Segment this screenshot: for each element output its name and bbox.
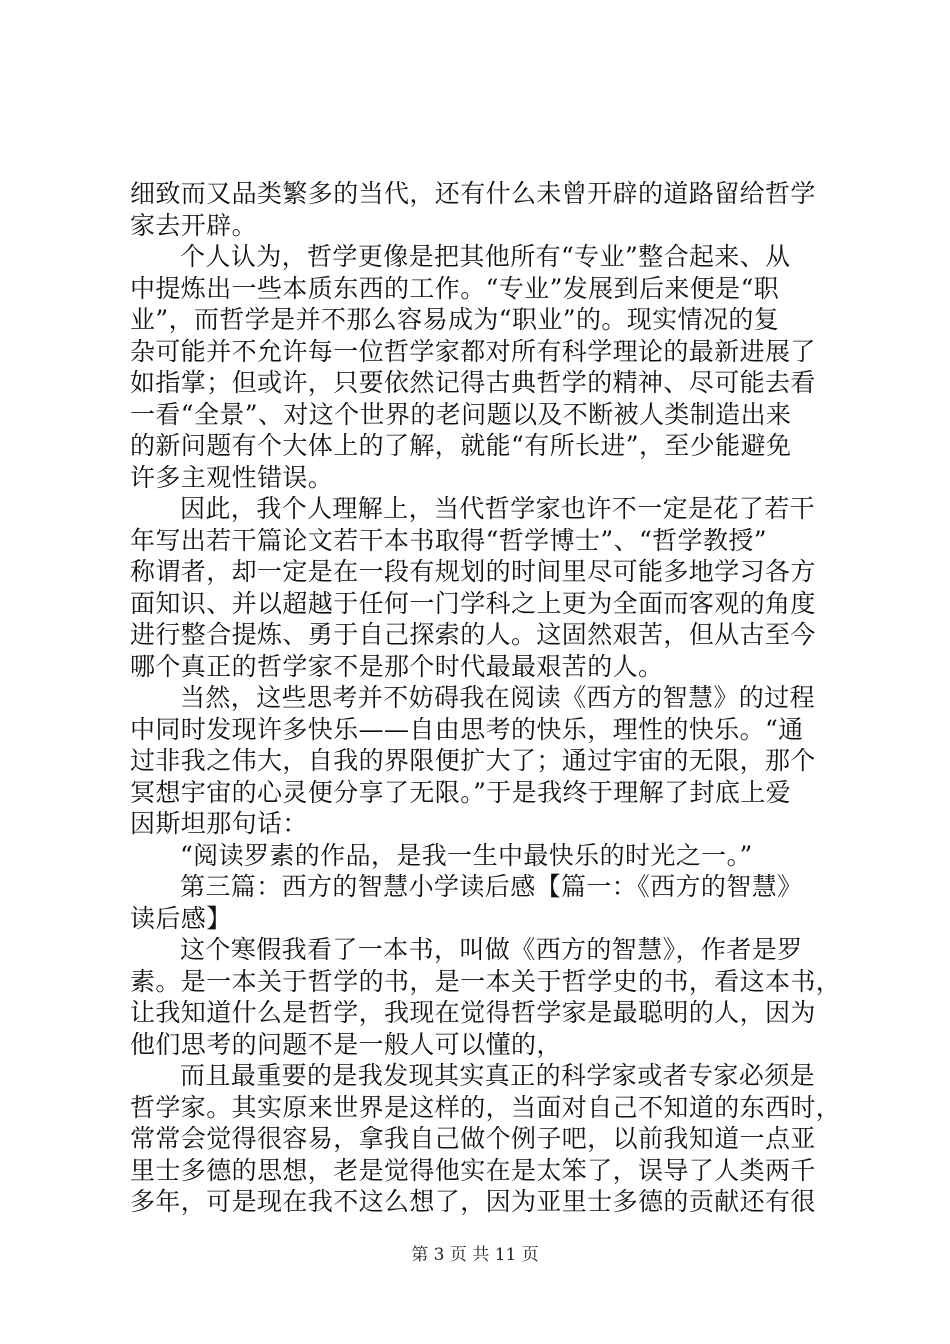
text-line: 称谓者，却一定是在一段有规划的时间里尽可能多地学习各方	[130, 557, 816, 586]
text-line: 哲学家。其实原来世界是这样的，当面对自己不知道的东西时，	[130, 1092, 842, 1122]
paragraph-start-line: 当然，这些思考并不妨碍我在阅读《西方的智慧》的过程	[180, 683, 816, 712]
text-line: 面知识、并以超越于任何一门学科之上更为全面而客观的角度	[130, 588, 816, 618]
text-line: 让我知道什么是哲学，我现在觉得哲学家是最聪明的人，因为	[130, 998, 816, 1027]
text-line: 的新问题有个大体上的了解，就能“有所长进”，至少能避免	[130, 431, 792, 460]
page-footer: 第 3 页 共 11 页	[411, 1245, 539, 1265]
text-line: 因斯坦那句话：	[130, 809, 308, 838]
text-line: 中同时发现许多快乐——自由思考的快乐，理性的快乐。“通	[130, 714, 804, 744]
text-line: 多年，可是现在我不这么想了，因为亚里士多德的贡献还有很	[130, 1187, 816, 1216]
paragraph-start-line: 这个寒假我看了一本书，叫做《西方的智慧》，作者是罗	[180, 935, 803, 964]
text-line: 进行整合提炼、勇于自己探索的人。这固然艰苦，但从古至今	[130, 620, 816, 649]
quote-line: “阅读罗素的作品，是我一生中最快乐的时光之一。”	[180, 840, 753, 870]
document-body	[130, 178, 842, 1218]
text-line: 许多主观性错误。	[130, 462, 334, 492]
text-line: 他们思考的问题不是一般人可以懂的，	[130, 1029, 562, 1059]
section-heading-line: 读后感】	[130, 903, 232, 933]
text-line: 哪个真正的哲学家不是那个时代最最艰苦的人。	[130, 651, 664, 681]
text-line: 如指掌；但或许，只要依然记得古典哲学的精神、尽可能去看	[130, 368, 816, 397]
text-line: 里士多德的思想，老是觉得他实在是太笨了，误导了人类两千	[130, 1155, 816, 1185]
paragraph-start-line: 而且最重要的是我发现其实真正的科学家或者专家必须是	[180, 1061, 816, 1090]
text-line: 过非我之伟大，自我的界限便扩大了；通过宇宙的无限，那个	[130, 746, 816, 775]
text-line: 年写出若干篇论文若干本书取得“哲学博士”、“哲学教授”	[130, 525, 767, 555]
text-line: 冥想宇宙的心灵便分享了无限。”于是我终于理解了封底上爱	[130, 777, 792, 807]
paragraph-start-line: 因此，我个人理解上，当代哲学家也许不一定是花了若干	[180, 494, 816, 523]
text-line: 家去开辟。	[130, 210, 258, 240]
text-line: 素。是一本关于哲学的书，是一本关于哲学史的书，看这本书，	[130, 966, 842, 996]
text-line: 杂可能并不允许每一位哲学家都对所有科学理论的最新进展了	[130, 336, 816, 366]
paragraph-start-line: 个人认为，哲学更像是把其他所有“专业”整合起来、从	[180, 242, 791, 271]
text-line: 常常会觉得很容易，拿我自己做个例子吧，以前我知道一点亚	[130, 1124, 816, 1153]
section-heading-line: 第三篇：西方的智慧小学读后感【篇一：《西方的智慧》	[180, 872, 803, 901]
text-line: 中提炼出一些本质东西的工作。“专业”发展到后来便是“职	[130, 273, 780, 303]
text-line: 细致而又品类繁多的当代，还有什么未曾开辟的道路留给哲学	[130, 179, 816, 208]
text-line: 一看“全景”、对这个世界的老问题以及不断被人类制造出来	[130, 399, 792, 429]
text-line: 业”，而哲学是并不那么容易成为“职业”的。现实情况的复	[130, 305, 780, 334]
